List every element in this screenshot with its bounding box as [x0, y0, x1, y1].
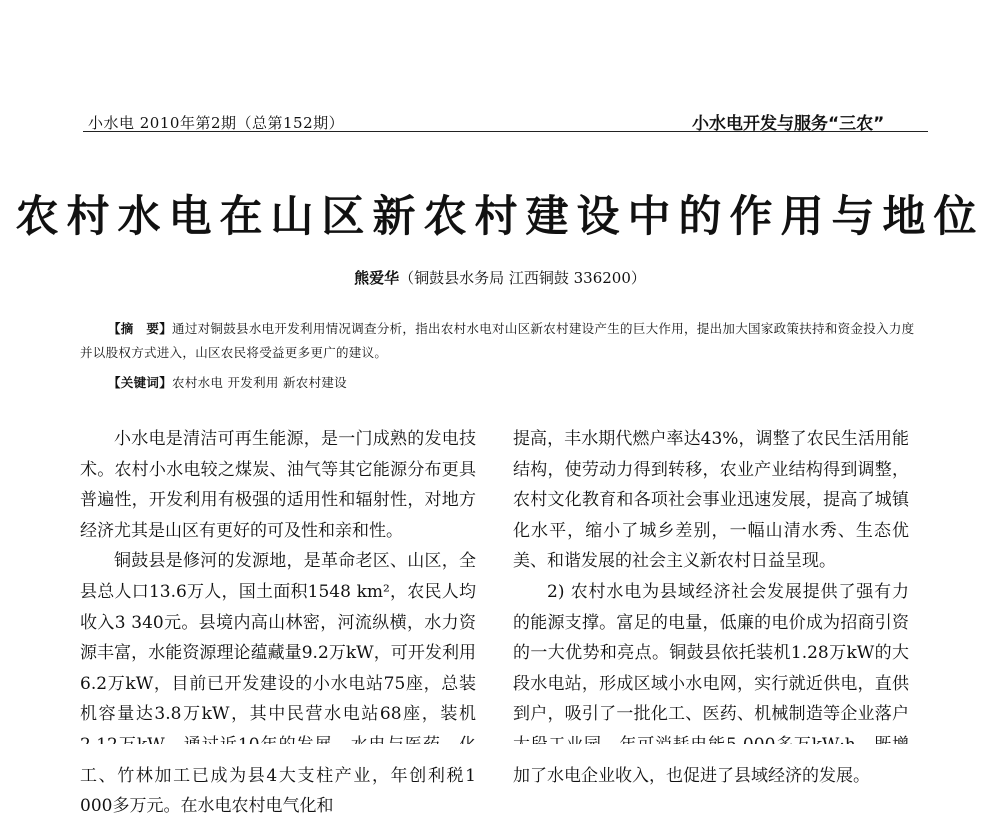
body-column-left	[80, 424, 476, 822]
abstract-text: 通过对铜鼓县水电开发利用情况调查分析，指出农村水电对山区新农村建设产生的巨大作用，提出加大国家政策扶持和资金投入力度并以股权方式进入，山区农民将受益更多更广的建议。	[80, 321, 915, 360]
journal-issue-header: 小水电 2010年第2期（总第152期）	[88, 114, 345, 132]
body-paragraph: 小水电是清洁可再生能源，是一门成熟的发电技术。农村小水电较之煤炭、油气等其它能源分布更具普遍性，开发利用有极强的适用性和辐射性，对地方经济尤其是山区有更好的可及性和亲和性。	[80, 429, 476, 541]
author-affiliation: （铜鼓县水务局 江西铜鼓 336200）	[399, 269, 646, 287]
header-divider	[83, 131, 928, 132]
page-bottom-edge	[0, 744, 1000, 760]
body-paragraph: 铜鼓县是修河的发源地，是革命老区、山区，全县总人口13.6万人，国土面积1548 km²，农民人均收入3 340元。县境内高山林密，河流纵横，水力资源丰富，水能资源理论蕴藏量9.2万kW，可开发利用6.2万kW，目前已开发建设的小水电站75座，总装机容量达3.8万kW，其中民营水电站68座，装机 工、竹林加工已成为县4大支柱产业，年创利税1 000多万元。在水电农村电气化和	[80, 551, 476, 817]
author-name: 熊爱华	[354, 269, 400, 287]
article-title: 农村水电在山区新农村建设中的作用与地位	[15, 192, 985, 242]
body-paragraph: 提高，丰水期代燃户率达43%，调整了农民生活用能结构，使劳动力得到转移，农业产业结构得到调整，农村文化教育和各项社会事业迅速发展，提高了城镇化水平，缩小了城乡差别，一幅山清水秀、生态优美、和谐发展的社会主义新农村日益呈现。	[513, 429, 909, 572]
abstract	[80, 317, 920, 365]
body-column-right	[513, 424, 909, 791]
body-paragraph: 2) 农村水电为县域经济社会发展提供了强有力的能源支撑。富足的电量，低廉的电价成为招商引资的一大优势和亮点。铜鼓县依托装机1.28万kW的大段水电站，形成区域小水电网，实行就近供电，直供到户，吸引了一批化工、医药、机械制造等企业落户 加了水电企业收入，也促进了县域经济的发展。	[513, 581, 909, 786]
keywords-label: 【关键词】	[108, 375, 173, 390]
keywords	[108, 373, 347, 391]
abstract-label: 【摘 要】	[108, 321, 173, 336]
author-line	[0, 267, 1000, 288]
keywords-text: 农村水电 开发利用 新农村建设	[172, 375, 347, 390]
section-header: 小水电开发与服务“三农”	[692, 114, 885, 134]
